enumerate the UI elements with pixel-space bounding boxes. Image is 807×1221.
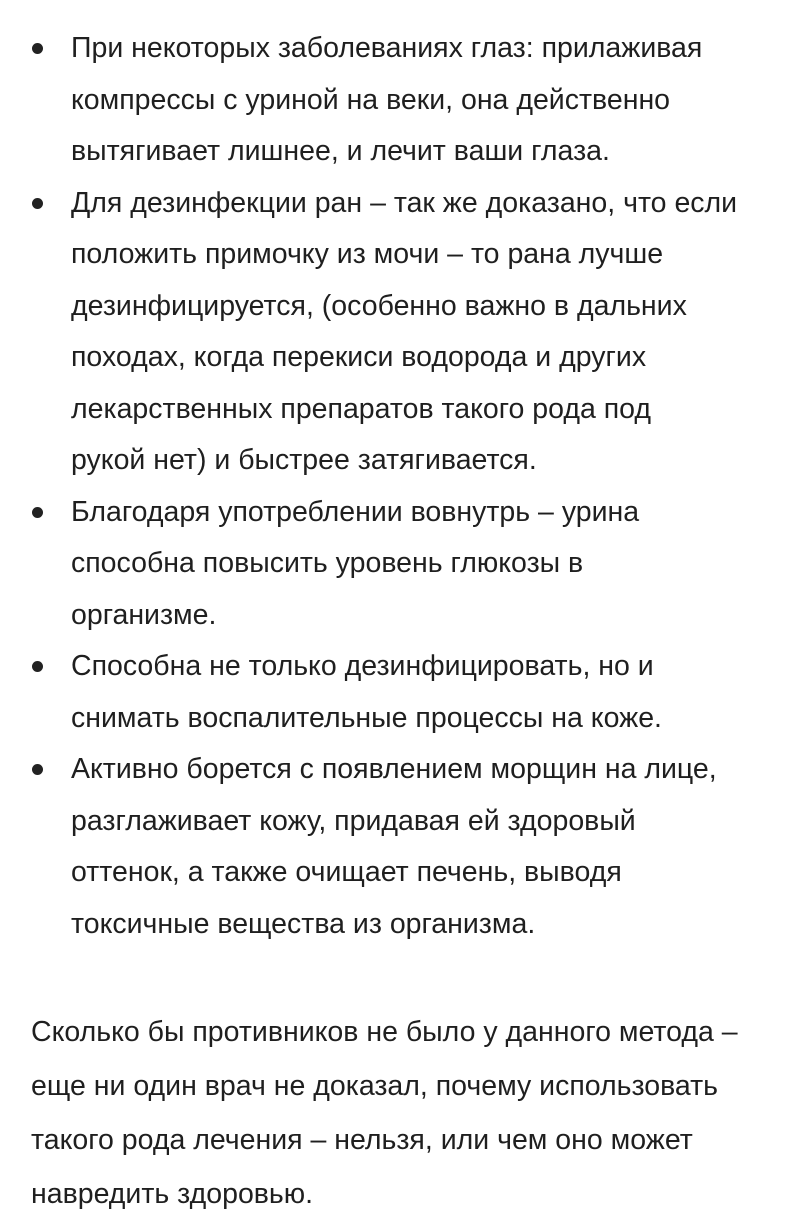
list-item-eye-diseases (0, 23, 807, 178)
paragraph-line: навредить здоровью. (31, 1178, 314, 1210)
list-item-line: Для дезинфекции ран – так же доказано, что если (71, 186, 738, 219)
paragraph-line: такого рода лечения – нельзя, или чем оно может (31, 1124, 693, 1156)
list-item-line: дезинфицируется, (особенно важно в дальних (71, 289, 687, 322)
bullet-dot-icon (32, 43, 43, 54)
list-item-internal-use (0, 487, 807, 642)
list-item-line: рукой нет) и быстрее затягивается. (71, 444, 537, 476)
list-item-wound-disinfection (0, 178, 807, 487)
list-item-line: вытягивает лишнее, и лечит ваши глаза. (71, 135, 610, 167)
list-item-line: положить примочку из мочи – то рана лучше (71, 238, 664, 270)
list-item-line: снимать воспалительные процессы на коже. (71, 701, 662, 734)
list-item-line: разглаживает кожу, придавая ей здоровый (71, 804, 636, 837)
list-item-line: походах, когда перекиси водорода и других (71, 341, 647, 373)
list-item-line: способна повысить уровень глюкозы в (71, 547, 584, 579)
list-item-line: оттенок, а также очищает печень, выводя (71, 856, 622, 888)
list-item-skin-inflammation (0, 641, 807, 744)
closing-paragraph (0, 1005, 807, 1221)
list-item-line: токсичные вещества из организма. (71, 907, 536, 940)
bullet-dot-icon (32, 198, 43, 209)
bullet-dot-icon (32, 661, 43, 672)
paragraph-line: Сколько бы противников не было у данного метода – (31, 1016, 738, 1048)
list-item-line: Активно борется с появлением морщин на лице, (71, 753, 717, 785)
list-item-line: При некоторых заболеваниях глаз: прилаживая (71, 32, 703, 64)
bullet-dot-icon (32, 764, 43, 775)
list-item-line: Способна не только дезинфицировать, но и (71, 650, 654, 682)
bullet-list (0, 23, 807, 950)
list-item-wrinkles (0, 744, 807, 950)
bullet-dot-icon (32, 507, 43, 518)
list-item-line: компрессы с уриной на веки, она действенно (71, 83, 671, 116)
paragraph-line: еще ни один врач не доказал, почему использовать (31, 1070, 719, 1102)
list-item-line: лекарственных препаратов такого рода под (71, 392, 652, 425)
list-item-line: организме. (71, 598, 217, 631)
list-item-line: Благодаря употреблении вовнутрь – урина (71, 495, 640, 528)
